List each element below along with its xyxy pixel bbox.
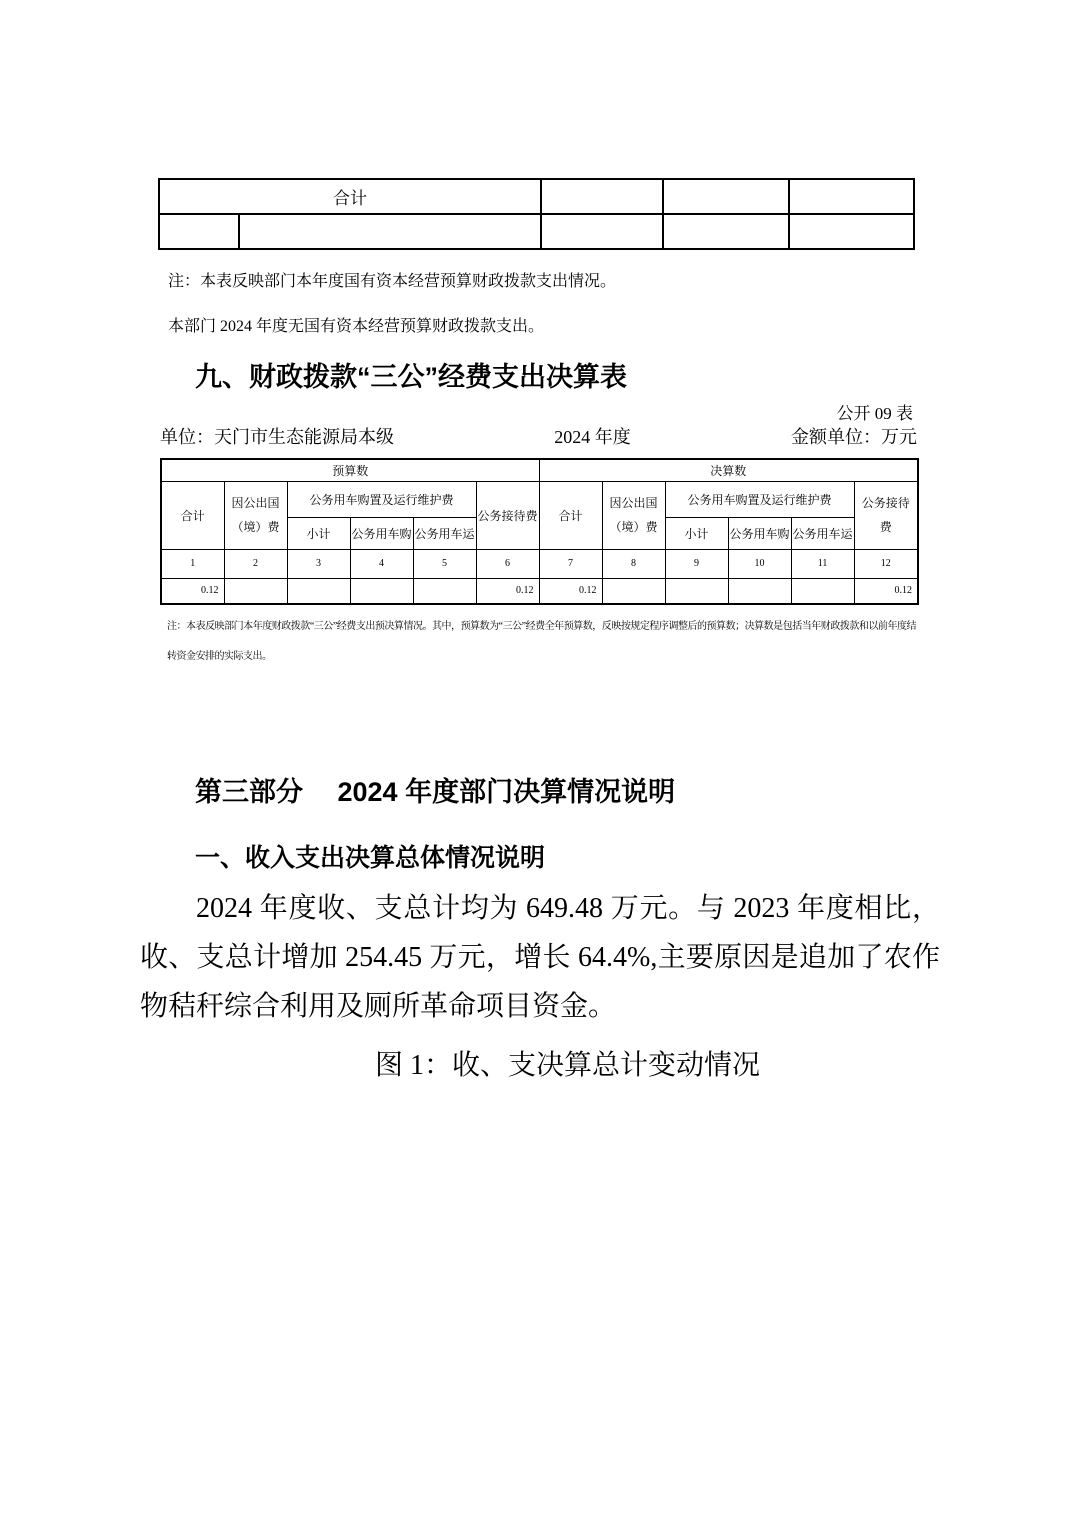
col-header-vehicle-operation: 公务用车运 xyxy=(413,517,476,549)
column-number: 10 xyxy=(728,549,791,578)
col-header-vehicle-group: 公务用车购置及运行维护费 xyxy=(665,481,854,517)
empty-cell xyxy=(663,179,789,214)
table-row xyxy=(159,179,914,214)
no-expenditure-statement: 本部门 2024 年度无国有资本经营预算财政拨款支出。 xyxy=(168,318,545,335)
col-header-abroad: 因公出国 （境）费 xyxy=(224,481,287,549)
column-number: 9 xyxy=(665,549,728,578)
total-row-label: 合计 xyxy=(159,179,541,214)
col-header-subtotal: 小计 xyxy=(665,517,728,549)
empty-cell xyxy=(541,179,663,214)
column-number: 7 xyxy=(539,549,602,578)
value-cell: 0.12 xyxy=(854,578,918,604)
final-group-header: 决算数 xyxy=(539,459,918,481)
column-number: 8 xyxy=(602,549,665,578)
figure-1-caption: 图 1：收、支决算总计变动情况 xyxy=(374,1050,760,1081)
value-cell: 0.12 xyxy=(476,578,539,604)
value-cell xyxy=(350,578,413,604)
table-row xyxy=(159,214,914,249)
value-row xyxy=(161,578,918,604)
overview-paragraph: 2024 年度收、支总计均为 649.48 万元。与 2023 年度相比，收、支总计增加 254.45 万元，增长 64.4%,主要原因是追加了农作物秸秆综合利用及厕所革命项目资金。 xyxy=(140,893,940,1022)
value-cell: 0.12 xyxy=(161,578,224,604)
column-number: 1 xyxy=(161,549,224,578)
state-capital-summary-table xyxy=(158,178,915,250)
column-number: 12 xyxy=(854,549,918,578)
col-header-total: 合计 xyxy=(161,481,224,549)
value-cell xyxy=(665,578,728,604)
col-header-vehicle-group: 公务用车购置及运行维护费 xyxy=(287,481,476,517)
budget-group-header: 预算数 xyxy=(161,459,539,481)
section-nine-heading: 九、财政拨款“三公”经费支出决算表 xyxy=(195,362,627,392)
table-code-label: 公开 09 表 xyxy=(836,404,913,423)
col-header-reception: 公务接待费 xyxy=(476,481,539,549)
col-header-vehicle-purchase: 公务用车购 xyxy=(728,517,791,549)
value-cell xyxy=(791,578,854,604)
value-cell xyxy=(728,578,791,604)
sangong-expense-table xyxy=(160,458,919,605)
amount-unit-label: 金额单位：万元 xyxy=(791,427,917,447)
table-meta-line xyxy=(160,423,917,449)
group-header-row xyxy=(161,459,918,481)
col-header-vehicle-operation: 公务用车运 xyxy=(791,517,854,549)
col-header-reception: 公务接待 费 xyxy=(854,481,918,549)
empty-cell xyxy=(663,214,789,249)
empty-cell xyxy=(789,179,914,214)
sangong-table-note: 注：本表反映部门本年度财政拨款“三公”经费支出预决算情况。其中，预算数为“三公”经费全年预算数，反映按规定程序调整后的预算数；决算数是包括当年财政拨款和以前年度结转资金安排的实际支出。 xyxy=(167,621,916,662)
column-number: 2 xyxy=(224,549,287,578)
value-cell xyxy=(602,578,665,604)
part-three-heading: 第三部分 2024 年度部门决算情况说明 xyxy=(195,777,676,807)
fiscal-year-label: 2024 年度 xyxy=(554,427,631,447)
value-cell xyxy=(287,578,350,604)
value-cell xyxy=(224,578,287,604)
summary-table-note: 注：本表反映部门本年度国有资本经营预算财政拨款支出情况。 xyxy=(168,273,617,290)
col-header-total: 合计 xyxy=(539,481,602,549)
empty-cell xyxy=(239,214,541,249)
header-row-1 xyxy=(161,481,918,517)
column-number: 11 xyxy=(791,549,854,578)
col-header-abroad: 因公出国 （境）费 xyxy=(602,481,665,549)
unit-name-label: 单位：天门市生态能源局本级 xyxy=(160,427,394,447)
column-number: 5 xyxy=(413,549,476,578)
column-number: 4 xyxy=(350,549,413,578)
empty-cell xyxy=(789,214,914,249)
column-number: 6 xyxy=(476,549,539,578)
empty-cell xyxy=(541,214,663,249)
column-number-row xyxy=(161,549,918,578)
value-cell: 0.12 xyxy=(539,578,602,604)
section-one-heading: 一、收入支出决算总体情况说明 xyxy=(195,844,546,872)
empty-cell xyxy=(159,214,239,249)
value-cell xyxy=(413,578,476,604)
col-header-vehicle-purchase: 公务用车购 xyxy=(350,517,413,549)
column-number: 3 xyxy=(287,549,350,578)
col-header-subtotal: 小计 xyxy=(287,517,350,549)
